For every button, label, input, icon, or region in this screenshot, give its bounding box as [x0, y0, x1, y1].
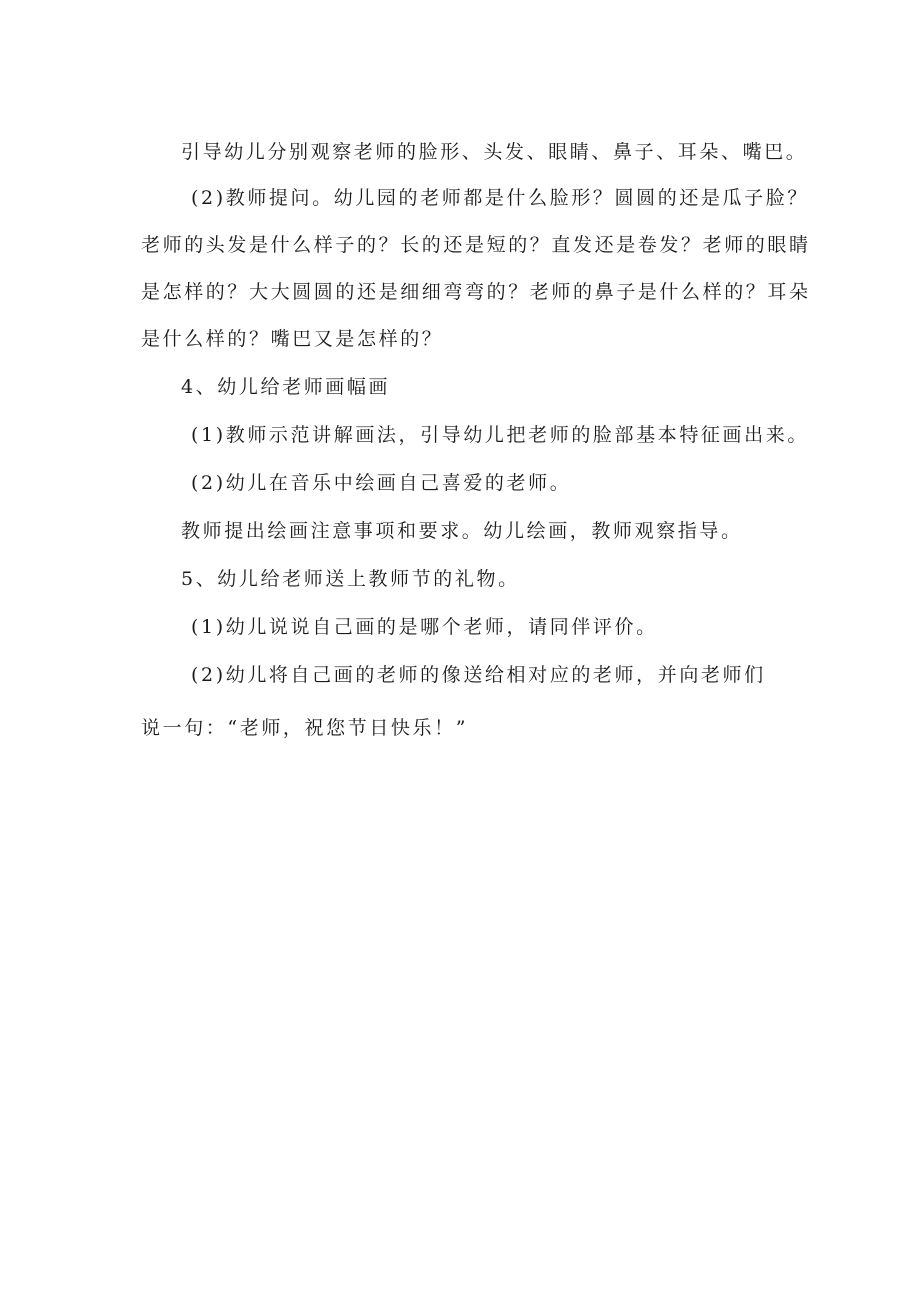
paragraph-line: (2)幼儿在音乐中绘画自己喜爱的老师。 — [191, 472, 572, 494]
paragraph-line: 老师的头发是什么样子的？长的还是短的？直发还是卷发？老师的眼睛 — [141, 234, 811, 256]
paragraph-line: (2)幼儿将自己画的老师的像送给相对应的老师，并向老师们 — [191, 664, 766, 686]
paragraph-line: 是什么样的？嘴巴又是怎样的？ — [141, 328, 444, 350]
paragraph-line: 是怎样的？大大圆圆的还是细细弯弯的？老师的鼻子是什么样的？耳朵 — [141, 281, 811, 303]
paragraph-line: (1)教师示范讲解画法，引导幼儿把老师的脸部基本特征画出来。 — [191, 424, 809, 446]
paragraph-line: (2)教师提问。幼儿园的老师都是什么脸形？圆圆的还是瓜子脸？ — [191, 187, 809, 209]
paragraph-line: 引导幼儿分别观察老师的脸形、头发、眼睛、鼻子、耳朵、嘴巴。 — [181, 141, 808, 163]
section-heading: 4、幼儿给老师画幅画 — [181, 376, 391, 398]
paragraph-line: 说一句：“老师，祝您节日快乐！” — [141, 717, 469, 739]
paragraph-line: (1)幼儿说说自己画的是哪个老师，请同伴评价。 — [191, 616, 658, 638]
paragraph-line: 教师提出绘画注意事项和要求。幼儿绘画，教师观察指导。 — [181, 520, 743, 542]
section-heading: 5、幼儿给老师送上教师节的礼物。 — [181, 568, 520, 590]
